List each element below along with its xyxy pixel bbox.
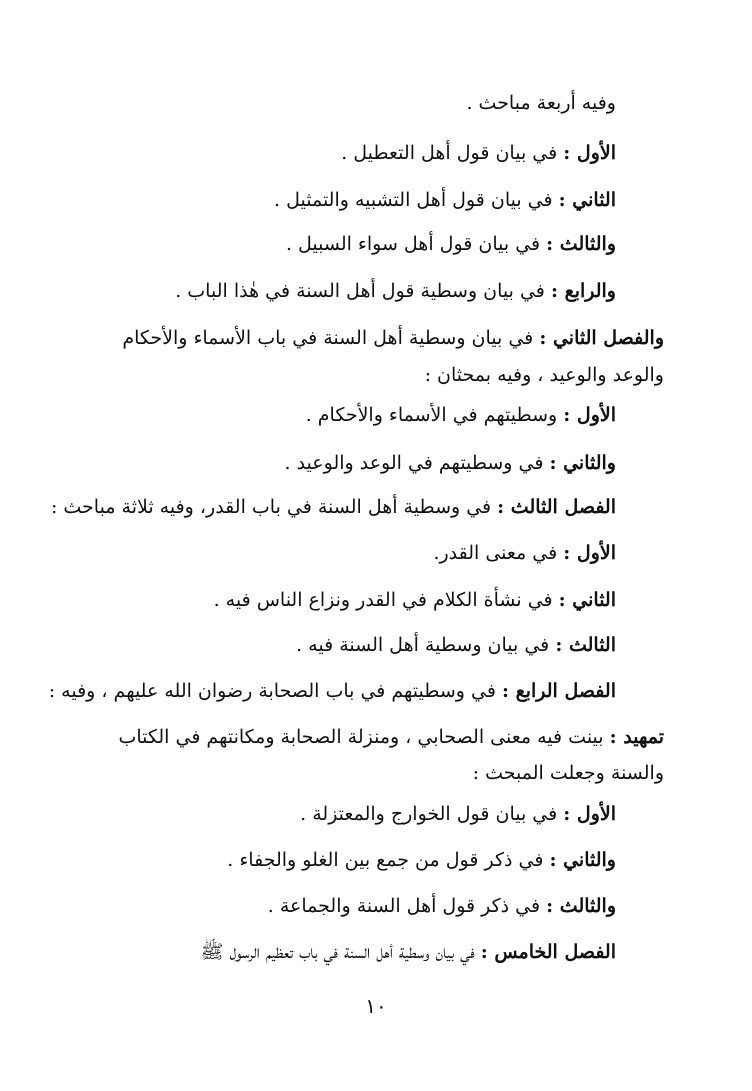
line-text: في بيان قول أهل التعطيل . — [341, 142, 558, 164]
chapter-text: في بيان وسطية أهل السنة في باب تعظيم الرسول ﷺ — [200, 941, 475, 963]
chapter-heading — [200, 939, 616, 965]
line-item — [227, 847, 616, 873]
preface-text: بينت فيه معنى الصحابي ، ومنزلة الصحابة ومكانتهم في الكتاب — [118, 726, 604, 748]
line-item — [274, 187, 616, 213]
chapter-continuation — [425, 362, 664, 388]
chapter-heading — [49, 678, 616, 704]
chapter-text: في بيان وسطية أهل السنة في باب الأسماء والأحكام — [122, 327, 534, 349]
chapter-lead: الفصل الرابع : — [501, 680, 616, 702]
line-item — [286, 231, 616, 257]
line-item — [341, 140, 616, 166]
line-item — [175, 278, 616, 304]
line-text: في بيان قول أهل سواء السبيل . — [285, 233, 541, 255]
chapter-heading — [51, 494, 616, 520]
line-item — [214, 587, 616, 613]
line-text: في بيان وسطية قول أهل السنة في هٰذا الباب . — [175, 280, 545, 302]
line-text: في بيان وسطية أهل السنة فيه . — [296, 634, 550, 656]
line-text: والوعد والوعيد ، وفيه بمحثان : — [424, 364, 664, 386]
preface-lead: تمهيد : — [609, 726, 664, 748]
line-item — [285, 450, 617, 476]
line-text: في معنى القدر. — [433, 542, 558, 564]
line-lead: والثالث : — [546, 233, 616, 255]
preface-line — [118, 724, 664, 750]
line-text: في ذكر قول أهل السنة والجماعة . — [267, 895, 541, 917]
line-item — [296, 632, 616, 658]
line-lead: الأول : — [563, 404, 616, 426]
chapter-text: في وسطية أهل السنة في باب القدر، وفيه ثلاثة مباحث : — [50, 496, 492, 518]
line-lead: والرابع : — [550, 280, 616, 302]
page-number: ١٠ — [365, 994, 387, 1018]
chapter-text: في وسطيتهم في باب الصحابة رضوان الله عليهم ، وفيه : — [48, 680, 496, 702]
line-lead: والثاني : — [549, 452, 616, 474]
line-text: والسنة وجعلت المبحث : — [472, 762, 664, 784]
line-item — [306, 402, 616, 428]
line-item — [300, 801, 616, 827]
line-text: في ذكر قول من جمع بين الغلو والجفاء . — [227, 849, 544, 871]
line-item — [433, 540, 616, 566]
line-lead: والثالث : — [546, 895, 616, 917]
line-text: في وسطيتهم في الوعد والوعيد . — [284, 452, 544, 474]
chapter-lead: والفصل الثاني : — [539, 327, 664, 349]
chapter-heading — [122, 325, 664, 351]
line-item — [268, 893, 616, 919]
line-text: في بيان قول الخوارج والمعتزلة . — [300, 803, 558, 825]
line-lead: الأول : — [563, 803, 616, 825]
line-text: وفيه أربعة مباحث . — [466, 92, 616, 114]
line-lead: الأول : — [563, 142, 616, 164]
line-text: في نشأة الكلام في القدر ونزاع الناس فيه . — [213, 589, 553, 611]
chapter-lead: الفصل الخامس : — [480, 941, 616, 963]
line-text: في بيان قول أهل التشبيه والتمثيل . — [274, 189, 553, 211]
line-lead: الثاني : — [558, 589, 616, 611]
line-lead: الثاني : — [558, 189, 616, 211]
line-lead: والثاني : — [549, 849, 616, 871]
preface-continuation — [473, 760, 664, 786]
line-lead: الثالث : — [555, 634, 616, 656]
line-lead: الأول : — [563, 542, 616, 564]
chapter-lead: الفصل الثالث : — [497, 496, 616, 518]
line-intro — [466, 90, 616, 116]
line-text: وسطيتهم في الأسماء والأحكام . — [305, 404, 558, 426]
